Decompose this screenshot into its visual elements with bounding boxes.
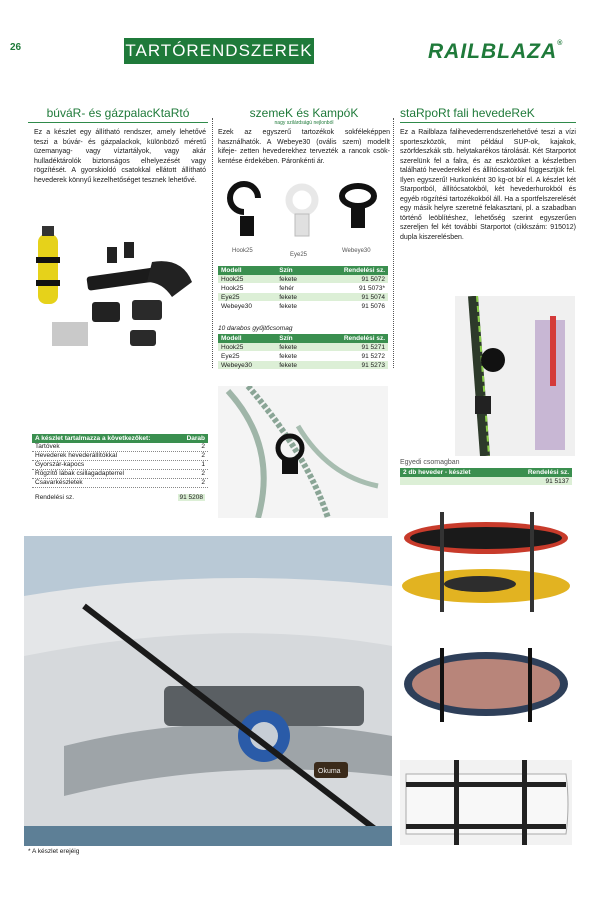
kit-item: Csavarkészletek xyxy=(35,479,83,486)
col3-body: Ez a Railblaza falihevederrendszerlehetővé teszi a vízi sporteszközök, mint például SUP-ok, kajakok, szörfdeszkák stb. helytakarékos tárolását. Két Starportot szerelünk fel a falra, és az eszközöket a készletben található hevederekkel és állítócsatokkal függesztjük fel. Ilyen egyszerű! Hurkonként 30 kg-ot bír el. A készlet két Starportból, állítócsatokból, két hevederhurokból és egyéb rögzítési tartozékokból áll. Ha a sportfelszerelését egy másik helyre szeretné felakasztani, pl. a szabadban történő leöblítéshez, lehetőség szerint egyszerűen szereljen fel két további Starportot (cikkszám: 915012) dupla kiszerelésben. xyxy=(400,129,576,241)
cell-model: Eye25 xyxy=(218,352,276,361)
diving-tank-holder-photo xyxy=(32,222,208,352)
col-header-color: Szín xyxy=(276,266,313,275)
table-row xyxy=(218,275,388,284)
cell-order: 91 5076 xyxy=(314,302,388,311)
cell-model: Eye25 xyxy=(218,293,276,302)
kit-item: Rögzítő lábak csillagadapterrel xyxy=(35,470,124,477)
cell-empty xyxy=(400,477,505,486)
table-row xyxy=(218,361,388,370)
section-title: TARTÓRENDSZEREK xyxy=(125,41,313,60)
cell-model: Hook25 xyxy=(218,275,276,284)
kit-header-left: A készlet tartalmazza a következőket: xyxy=(35,435,151,442)
col2-title: szemeK és KampóK xyxy=(249,106,359,120)
bulk-pack-label: 10 darabos gyűjtőcsomag xyxy=(218,325,293,332)
surfboard-photo xyxy=(400,626,572,746)
col2-body: Ezek az egyszerű tartozékok sokféleképpen használhatók. A Webeye30 (ovális szem) modellt kifeje- zetten hevederekhez tervezték a rancok csök- kentése érdekében. Páronkénti ár. xyxy=(218,129,390,165)
kit-row xyxy=(32,461,208,470)
column-divider xyxy=(393,118,394,368)
kit-qty: 2 xyxy=(201,443,205,450)
inflatable-boat-photo xyxy=(24,536,392,846)
webeye30-label: Webeye30 xyxy=(342,248,371,254)
brand-logo xyxy=(428,40,563,64)
model-table xyxy=(218,266,388,311)
cell-model: Webeye30 xyxy=(218,361,276,370)
cell-order: 91 5073* xyxy=(314,284,388,293)
strap-table xyxy=(400,468,572,486)
rope-hook-photo xyxy=(218,386,388,518)
page-number: 26 xyxy=(10,42,22,53)
kit-table-header xyxy=(32,434,208,443)
kit-item: Gyorszár-kapocs xyxy=(35,461,85,468)
col1-body: Ez a készlet egy állítható rendszer, amely lehetővé teszi a búvár- és gázpalackok, különböző méretű üzemanyag- vagy víztartályok, vagy akár hulladéktárolók biztonságos elhelyezését vagy rögzítését. A gyorskioldó csatokkal ellátott állítható hevederek könnyű kezelhetőséget tesznek lehetővé. xyxy=(34,129,206,184)
col2-subtitle: nagy szilárdságú nejlonból xyxy=(274,120,334,126)
cell-color: fehér xyxy=(276,284,313,293)
sup-kayak-photo xyxy=(400,502,572,618)
col1-title: búváR- és gázpalacKtaRtó xyxy=(46,106,190,120)
kit-qty: 2 xyxy=(201,479,205,486)
cell-order: 91 5271 xyxy=(314,343,388,352)
table-row xyxy=(400,477,572,486)
col-header-model: Modell xyxy=(218,266,276,275)
section-banner xyxy=(124,38,314,64)
kit-row xyxy=(32,443,208,452)
cell-color: fekete xyxy=(276,361,313,370)
order-label: Rendelési sz. xyxy=(35,494,75,501)
eye25-label: Eye25 xyxy=(290,252,308,258)
kit-header-right: Darab xyxy=(186,435,205,442)
col-header-color: Szín xyxy=(276,334,313,343)
col-header-order: Rendelési sz. xyxy=(314,266,388,275)
col3-rule xyxy=(400,122,576,123)
cell-order: 91 5074 xyxy=(314,293,388,302)
kit-contents-table xyxy=(32,434,208,501)
board-bag-photo xyxy=(400,760,572,845)
col3-title: staRpoRt fali hevedeReK xyxy=(400,106,535,120)
cell-color: fekete xyxy=(276,343,313,352)
cell-order: 91 5272 xyxy=(314,352,388,361)
cell-color: fekete xyxy=(276,352,313,361)
cell-color: fekete xyxy=(276,275,313,284)
table-row xyxy=(218,284,388,293)
cell-model: Hook25 xyxy=(218,343,276,352)
col-header-model: Modell xyxy=(218,334,276,343)
column-divider xyxy=(212,118,213,368)
table-row xyxy=(218,343,388,352)
table-row xyxy=(218,352,388,361)
cell-model: Hook25 xyxy=(218,284,276,293)
col-header-kit: 2 db heveder - készlet xyxy=(400,468,505,477)
col-header-order: Rendelési sz. xyxy=(314,334,388,343)
cell-order: 91 5072 xyxy=(314,275,388,284)
order-number: 91 5208 xyxy=(179,494,203,501)
single-pack-label: Egyedi csomagban xyxy=(400,459,460,466)
cell-color: fekete xyxy=(276,302,313,311)
kit-qty: 1 xyxy=(201,461,205,468)
kit-qty: 2 xyxy=(201,470,205,477)
cell-order: 91 5273 xyxy=(314,361,388,370)
starport-strap-photo xyxy=(455,296,575,456)
kit-order-row xyxy=(32,494,208,501)
brand-name: RAILBLAZA xyxy=(428,40,558,63)
col-header-order: Rendelési sz. xyxy=(505,468,572,477)
registered-mark: ® xyxy=(557,40,564,47)
col1-rule xyxy=(28,122,208,123)
kit-qty: 2 xyxy=(201,452,205,459)
reel-brand-label: Okuma xyxy=(318,768,341,775)
bulk-table xyxy=(218,334,388,370)
kit-row xyxy=(32,452,208,461)
footnote: * A készlet erejéig xyxy=(28,848,80,855)
kit-item: Hevederek hevederállítókkal xyxy=(35,452,118,459)
kit-row xyxy=(32,470,208,479)
table-row xyxy=(218,302,388,311)
hooks-eyes-photo xyxy=(222,180,390,262)
cell-order: 91 5137 xyxy=(505,477,572,486)
table-row xyxy=(218,293,388,302)
cell-color: fekete xyxy=(276,293,313,302)
kit-item: Tartóvek xyxy=(35,443,60,450)
cell-model: Webeye30 xyxy=(218,302,276,311)
hook25-label: Hook25 xyxy=(232,248,253,254)
kit-row xyxy=(32,479,208,488)
